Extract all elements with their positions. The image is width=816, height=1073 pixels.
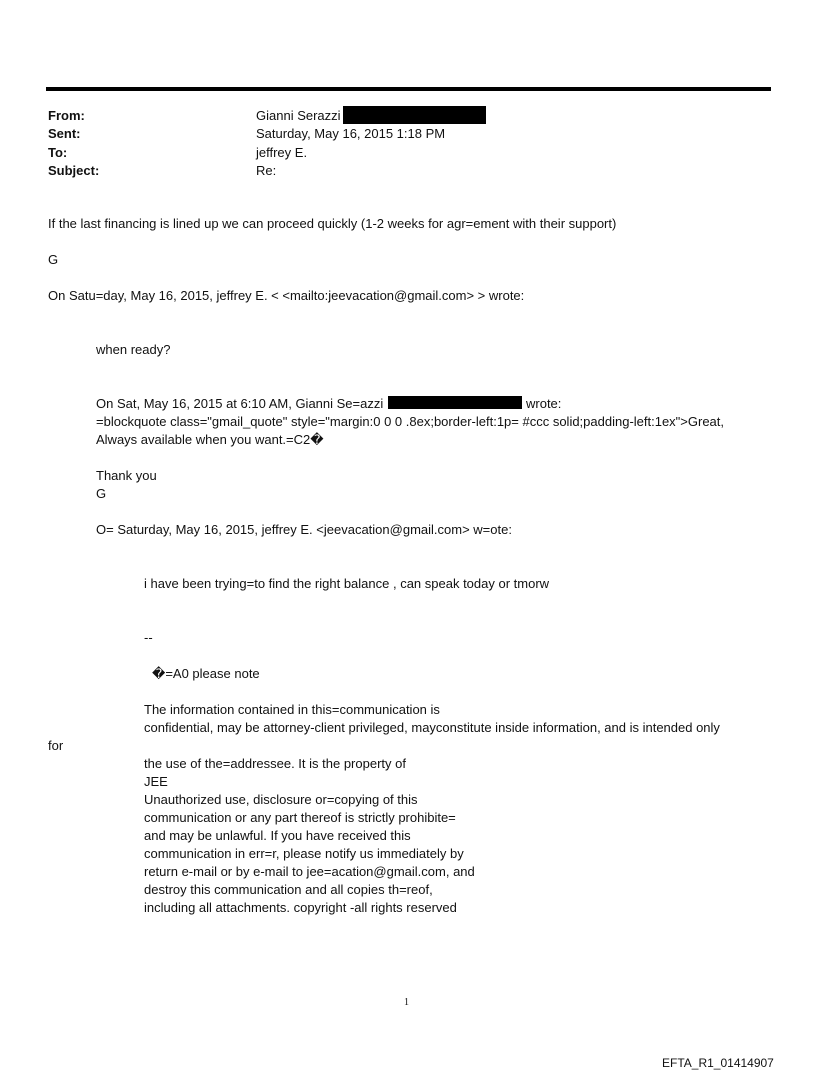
disclaimer-line: destroy this communication and all copies th=reof, <box>144 882 433 897</box>
quoted-line: Thank you <box>96 468 157 483</box>
quoted-line: when ready? <box>96 342 171 357</box>
quoted-line: �=A0 please note <box>152 666 260 681</box>
from-value: Gianni Serazzi <box>256 108 341 123</box>
page-number: 1 <box>404 997 409 1008</box>
disclaimer-line: The information contained in this=communication is <box>144 702 440 717</box>
sent-value: Saturday, May 16, 2015 1:18 PM <box>256 126 446 141</box>
disclaimer-line: return e-mail or by e-mail to jee=acation@gmail.com, and <box>144 864 475 879</box>
quote-wrote: wrote: <box>526 396 562 411</box>
disclaimer-line: JEE <box>144 774 168 789</box>
quoted-line: Always available when you want.=C2� <box>96 432 324 447</box>
disclaimer-line: Unauthorized use, disclosure or=copying of this <box>144 792 418 807</box>
header-rule <box>46 87 771 91</box>
signature-initial: G <box>48 252 59 267</box>
disclaimer-line: for <box>48 738 64 753</box>
document-id: EFTA_R1_01414907 <box>662 1056 774 1070</box>
disclaimer-line: including all attachments. copyright -all rights reserved <box>144 900 457 915</box>
subject-value: Re: <box>256 163 277 178</box>
sent-label: Sent: <box>48 126 81 141</box>
quoted-line: i have been trying=to find the right balance , can speak today or tmorw <box>144 576 550 591</box>
quote-attribution: O= Saturday, May 16, 2015, jeffrey E. <jeevacation@gmail.com> w=ote: <box>96 522 512 537</box>
subject-label: Subject: <box>48 163 100 178</box>
redaction-box <box>343 106 486 124</box>
signature-separator: -- <box>144 630 153 645</box>
body-line: If the last financing is lined up we can proceed quickly (1-2 weeks for agr=ement with their support) <box>48 216 617 231</box>
redaction-box <box>388 396 522 409</box>
quote-attribution: On Satu=day, May 16, 2015, jeffrey E. < <mailto:jeevacation@gmail.com> > wrote: <box>48 288 525 303</box>
to-label: To: <box>48 145 68 160</box>
quoted-line: =blockquote class="gmail_quote" style="margin:0 0 0 .8ex;border-left:1p= #ccc solid;padding-left:1ex">Great, <box>96 414 725 429</box>
signature-initial: G <box>96 486 107 501</box>
quote-attribution: On Sat, May 16, 2015 at 6:10 AM, Gianni Se=azzi <box>96 396 384 411</box>
from-label: From: <box>48 108 85 123</box>
disclaimer-line: confidential, may be attorney-client privileged, mayconstitute inside information, and is intended only <box>144 720 720 735</box>
to-value: jeffrey E. <box>256 145 308 160</box>
disclaimer-line: communication in err=r, please notify us immediately by <box>144 846 464 861</box>
disclaimer-line: communication or any part thereof is strictly prohibite= <box>144 810 456 825</box>
disclaimer-line: and may be unlawful. If you have received this <box>144 828 411 843</box>
disclaimer-line: the use of the=addressee. It is the property of <box>144 756 406 771</box>
